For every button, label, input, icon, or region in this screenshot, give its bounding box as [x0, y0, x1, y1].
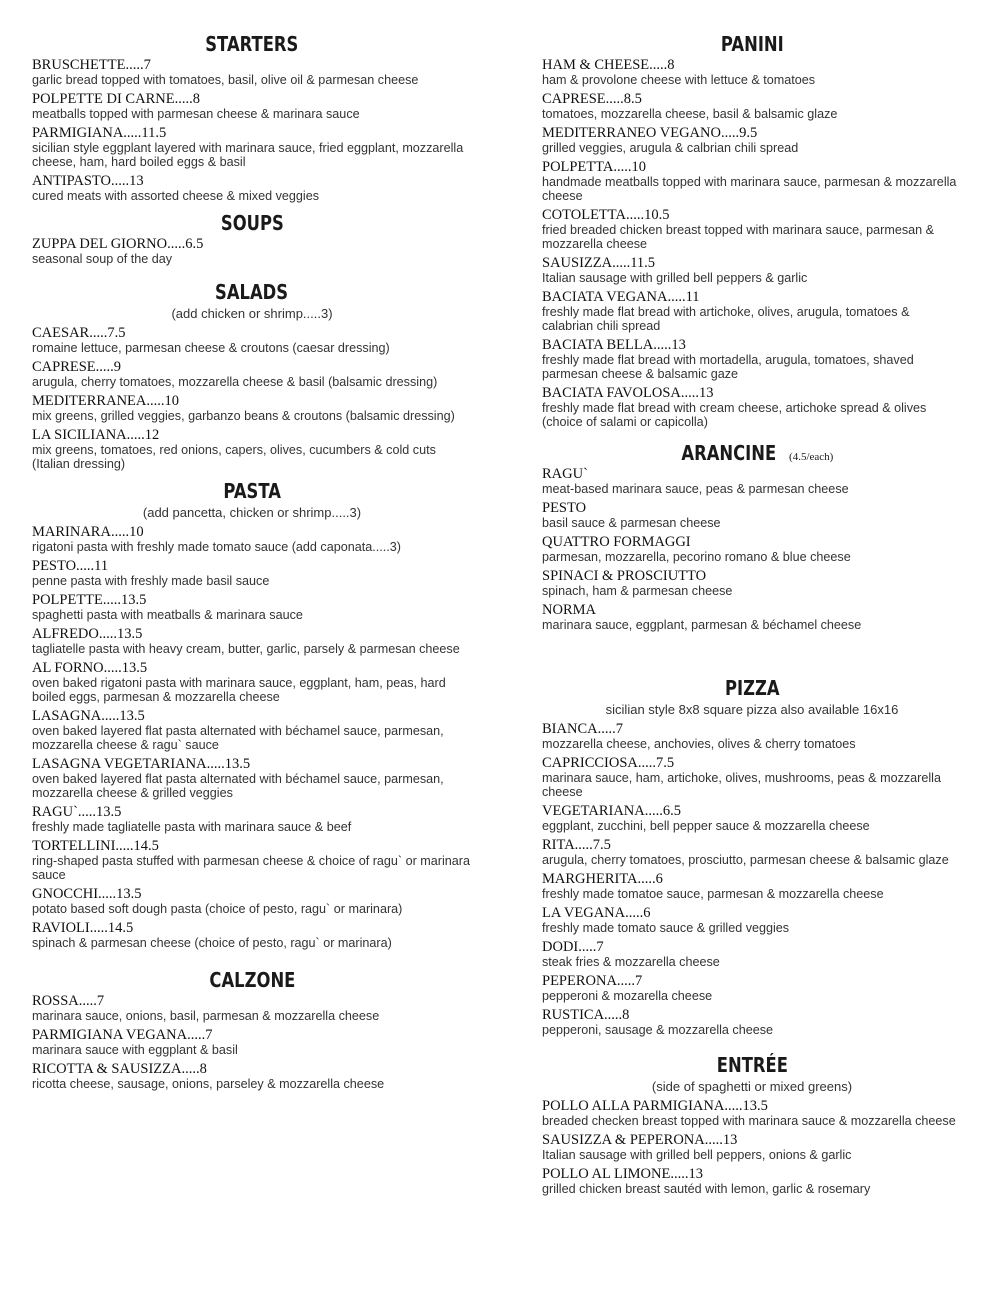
menu-item-name: SAUSIZZA.....11.5 [542, 255, 656, 271]
menu-item-description: penne pasta with freshly made basil sauce [32, 574, 270, 588]
menu-item-description: pepperoni & mozarella cheese [542, 989, 713, 1003]
menu-item [542, 386, 962, 429]
menu-item [542, 160, 962, 203]
menu-item [542, 603, 962, 632]
menu-item-name: AL FORNO.....13.5 [32, 660, 148, 676]
menu-item [542, 208, 962, 251]
menu-item [542, 501, 962, 530]
menu-item-description: handmade meatballs topped with marinara sauce, parmesan & mozzarella cheese [542, 175, 957, 203]
menu-item-description: steak fries & mozzarella cheese [542, 955, 720, 969]
menu-item-name: MARGHERITA.....6 [542, 871, 663, 887]
menu-item-description: spinach, ham & parmesan cheese [542, 584, 733, 598]
section-title-wrap [32, 477, 472, 505]
menu-item-name: GNOCCHI.....13.5 [32, 886, 142, 902]
menu-item-description: mix greens, tomatoes, red onions, capers, olives, cucumbers & cold cuts (Italian dressing) [32, 443, 436, 471]
menu-item-description: Italian sausage with grilled bell peppers, onions & garlic [542, 1148, 852, 1162]
section-title-wrap [32, 278, 472, 306]
menu-item [32, 525, 472, 554]
section-arancine [542, 439, 962, 632]
menu-item-description: arugula, cherry tomatoes, mozzarella cheese & basil (balsamic dressing) [32, 375, 438, 389]
section-title-wrap [542, 1051, 962, 1079]
menu-item-name: ANTIPASTO.....13 [32, 173, 144, 189]
menu-item-name: RUSTICA.....8 [542, 1007, 630, 1023]
menu-item-description: cured meats with assorted cheese & mixed veggies [32, 189, 319, 203]
menu-item-description: parmesan, mozzarella, pecorino romano & blue cheese [542, 550, 851, 564]
menu-item [542, 974, 962, 1003]
menu-item-description: freshly made flat bread with cream cheese, artichoke spread & olives (choice of salami or capicolla) [542, 401, 927, 429]
menu-item-description: tagliatelle pasta with heavy cream, butter, garlic, parsely & parmesan cheese [32, 642, 460, 656]
menu-item-name: DODI.....7 [542, 939, 604, 955]
section-title-wrap [32, 966, 472, 994]
section-title-wrap [32, 30, 472, 58]
menu-item-description: arugula, cherry tomatoes, prosciutto, parmesan cheese & balsamic glaze [542, 853, 949, 867]
menu-item-name: RICOTTA & SAUSIZZA.....8 [32, 1061, 207, 1077]
menu-item [542, 467, 962, 496]
section-calzone [32, 966, 472, 1091]
menu-item [32, 593, 472, 622]
menu-item-name: PEPERONA.....7 [542, 973, 643, 989]
menu-item-description: Italian sausage with grilled bell peppers & garlic [542, 271, 808, 285]
menu-item-name: BACIATA VEGANA.....11 [542, 289, 700, 305]
menu-item [542, 756, 962, 799]
menu-item-description: rigatoni pasta with freshly made tomato sauce (add caponata.....3) [32, 540, 401, 554]
menu-item-name: PESTO [542, 500, 587, 516]
menu-item-name: CAESAR.....7.5 [32, 325, 126, 341]
menu-item-description: freshly made tagliatelle pasta with marinara sauce & beef [32, 820, 352, 834]
menu-item [32, 360, 472, 389]
menu-item [542, 1008, 962, 1037]
menu-item-description: fried breaded chicken breast topped with marinara sauce, parmesan & mozzarella cheese [542, 223, 935, 251]
section-title-wrap [542, 439, 962, 467]
section-title: PIZZA [724, 676, 780, 700]
menu-item [542, 722, 962, 751]
menu-item-name: POLPETTE DI CARNE.....8 [32, 91, 200, 107]
menu-item [32, 757, 472, 800]
menu-item-name: RAVIOLI.....14.5 [32, 920, 134, 936]
menu-item-description: freshly made tomato sauce & grilled veggies [542, 921, 790, 935]
menu-item-name: VEGETARIANA.....6.5 [542, 803, 681, 819]
menu-item-name: POLPETTA.....10 [542, 159, 646, 175]
menu-item-name: CAPRESE.....9 [32, 359, 122, 375]
section-title: SALADS [215, 280, 289, 304]
menu-item-name: HAM & CHEESE.....8 [542, 57, 675, 73]
menu-item [542, 290, 962, 333]
menu-item [542, 58, 962, 87]
section-note: (add pancetta, chicken or shrimp.....3) [142, 505, 362, 520]
section-pasta [32, 477, 472, 950]
menu-item-description: mozzarella cheese, anchovies, olives & cherry tomatoes [542, 737, 856, 751]
section-title-wrap [542, 674, 962, 702]
menu-item [542, 838, 962, 867]
menu-item-name: POLPETTE.....13.5 [32, 592, 147, 608]
menu-item [32, 174, 472, 203]
section-title-note: (4.5/each) [786, 451, 834, 463]
menu-item-description: marinara sauce, onions, basil, parmesan & mozzarella cheese [32, 1009, 380, 1023]
menu-item-name: CAPRICCIOSA.....7.5 [542, 755, 675, 771]
menu-item-description: meat-based marinara sauce, peas & parmesan cheese [542, 482, 849, 496]
menu-item [542, 940, 962, 969]
menu-item [542, 1167, 962, 1196]
menu-item-name: CAPRESE.....8.5 [542, 91, 642, 107]
menu-item-description: marinara sauce, eggplant, parmesan & béchamel cheese [542, 618, 862, 632]
menu-item-name: MEDITERRANEA.....10 [32, 393, 180, 409]
section-title: PASTA [223, 479, 281, 503]
section-entr-e [542, 1051, 962, 1196]
menu-item-name: PESTO.....11 [32, 558, 109, 574]
menu-item-name: BIANCA.....7 [542, 721, 623, 737]
menu-item [542, 338, 962, 381]
menu-item [32, 805, 472, 834]
menu-item-description: pepperoni, sausage & mozzarella cheese [542, 1023, 774, 1037]
menu-item [542, 906, 962, 935]
menu-item-name: LA VEGANA.....6 [542, 905, 651, 921]
section-title: PANINI [720, 32, 784, 56]
menu-item [32, 559, 472, 588]
menu-item [32, 394, 472, 423]
menu-item [542, 569, 962, 598]
menu-item-name: SPINACI & PROSCIUTTO [542, 568, 707, 584]
menu-item-name: BRUSCHETTE.....7 [32, 57, 151, 73]
menu-item-description: freshly made flat bread with mortadella, arugula, tomatoes, shaved parmesan cheese & balsamic gaze [542, 353, 914, 381]
menu-item-name: TORTELLINI.....14.5 [32, 838, 159, 854]
menu-item-name: RAGU` [542, 466, 588, 482]
menu-item [32, 839, 472, 882]
menu-item-description: oven baked layered flat pasta alternated with béchamel sauce, parmesan, mozzarella cheese & grilled veggies [32, 772, 444, 800]
menu-item-description: ricotta cheese, sausage, onions, parseley & mozzarella cheese [32, 1077, 385, 1091]
menu-item [32, 887, 472, 916]
menu-item-description: seasonal soup of the day [32, 252, 173, 266]
menu-item [32, 237, 472, 266]
section-note: sicilian style 8x8 square pizza also available 16x16 [605, 702, 899, 717]
menu-item-description: romaine lettuce, parmesan cheese & croutons (caesar dressing) [32, 341, 390, 355]
menu-item [32, 326, 472, 355]
menu-item-name: SAUSIZZA & PEPERONA.....13 [542, 1132, 738, 1148]
right-column [542, 30, 962, 1202]
menu-item-description: basil sauce & parmesan cheese [542, 516, 721, 530]
menu-item [32, 921, 472, 950]
menu-item-name: BACIATA BELLA.....13 [542, 337, 686, 353]
menu-item-description: breaded checken breast topped with marinara sauce & mozzarella cheese [542, 1114, 956, 1128]
section-note: (side of spaghetti or mixed greens) [651, 1079, 853, 1094]
menu-item-name: MEDITERRANEO VEGANO.....9.5 [542, 125, 758, 141]
menu-item [32, 709, 472, 752]
section-salads [32, 278, 472, 471]
menu-item [542, 126, 962, 155]
left-column [32, 30, 472, 1097]
section-pizza [542, 674, 962, 1037]
menu-item-name: MARINARA.....10 [32, 524, 144, 540]
menu-item-description: potato based soft dough pasta (choice of pesto, ragu` or marinara) [32, 902, 403, 916]
menu-item-name: RITA.....7.5 [542, 837, 611, 853]
menu-item [32, 58, 472, 87]
section-title-wrap [542, 30, 962, 58]
menu-item [32, 126, 472, 169]
section-note: (add chicken or shrimp.....3) [171, 306, 333, 321]
menu-item-name: POLLO AL LIMONE.....13 [542, 1166, 703, 1182]
menu-item [542, 1099, 962, 1128]
menu-item-name: LA SICILIANA.....12 [32, 427, 160, 443]
section-soups [32, 209, 472, 266]
menu-item [542, 872, 962, 901]
menu-item-description: oven baked rigatoni pasta with marinara sauce, eggplant, ham, peas, hard boiled eggs, parmesan & mozzarella cheese [32, 676, 446, 704]
menu-item-name: RAGU`.....13.5 [32, 804, 122, 820]
menu-item [542, 804, 962, 833]
menu-item-name: NORMA [542, 602, 596, 618]
section-title: SOUPS [220, 211, 284, 235]
menu-item-description: eggplant, zucchini, bell pepper sauce & mozzarella cheese [542, 819, 870, 833]
menu-item-description: freshly made tomatoe sauce, parmesan & mozzarella cheese [542, 887, 884, 901]
menu-item [32, 92, 472, 121]
menu-item [542, 256, 962, 285]
menu-item-description: ring-shaped pasta stuffed with parmesan cheese & choice of ragu` or marinara sauce [32, 854, 470, 882]
menu-item-name: POLLO ALLA PARMIGIANA.....13.5 [542, 1098, 768, 1114]
menu-item-description: grilled chicken breast sautéd with lemon, garlic & rosemary [542, 1182, 871, 1196]
menu-item-name: LASAGNA VEGETARIANA.....13.5 [32, 756, 251, 772]
menu-item [32, 1062, 472, 1091]
menu-item-description: mix greens, grilled veggies, garbanzo beans & croutons (balsamic dressing) [32, 409, 455, 423]
menu-item [542, 92, 962, 121]
menu-item-description: sicilian style eggplant layered with marinara sauce, fried eggplant, mozzarella cheese, ham, hard boiled eggs & basil [32, 141, 464, 169]
menu-item-description: marinara sauce, ham, artichoke, olives, mushrooms, peas & mozzarella cheese [542, 771, 941, 799]
menu-item [32, 661, 472, 704]
menu-item-description: oven baked layered flat pasta alternated with béchamel sauce, parmesan, mozzarella cheese & ragu` sauce [32, 724, 444, 752]
section-starters [32, 30, 472, 203]
section-title: CALZONE [209, 968, 295, 992]
menu-item [32, 1028, 472, 1057]
menu-item [32, 994, 472, 1023]
menu-item-name: BACIATA FAVOLOSA.....13 [542, 385, 714, 401]
menu-item-name: PARMIGIANA.....11.5 [32, 125, 167, 141]
menu-item-description: spaghetti pasta with meatballs & marinara sauce [32, 608, 303, 622]
menu-item-description: garlic bread topped with tomatoes, basil, olive oil & parmesan cheese [32, 73, 419, 87]
menu-item-description: tomatoes, mozzarella cheese, basil & balsamic glaze [542, 107, 838, 121]
menu-item-name: PARMIGIANA VEGANA.....7 [32, 1027, 213, 1043]
menu-item-description: meatballs topped with parmesan cheese & marinara sauce [32, 107, 360, 121]
menu-item [32, 428, 472, 471]
menu-item [32, 627, 472, 656]
menu-item-description: marinara sauce with eggplant & basil [32, 1043, 238, 1057]
section-title: ARANCINE [681, 441, 776, 465]
menu-item-description: spinach & parmesan cheese (choice of pesto, ragu` or marinara) [32, 936, 392, 950]
menu-item-name: QUATTRO FORMAGGI [542, 534, 691, 550]
menu-item-name: ALFREDO.....13.5 [32, 626, 143, 642]
menu-item-name: ROSSA.....7 [32, 993, 105, 1009]
menu-item-name: LASAGNA.....13.5 [32, 708, 145, 724]
menu-item [542, 535, 962, 564]
menu-item-description: freshly made flat bread with artichoke, olives, arugula, tomatoes & calabrian chili spread [542, 305, 910, 333]
section-title: STARTERS [205, 32, 299, 56]
menu-item-description: ham & provolone cheese with lettuce & tomatoes [542, 73, 816, 87]
menu-item-name: COTOLETTA.....10.5 [542, 207, 670, 223]
menu-item-name: ZUPPA DEL GIORNO.....6.5 [32, 236, 204, 252]
section-title: ENTRÉE [716, 1053, 788, 1077]
section-title-wrap [32, 209, 472, 237]
section-panini [542, 30, 962, 429]
menu-item [542, 1133, 962, 1162]
menu-item-description: grilled veggies, arugula & calbrian chili spread [542, 141, 799, 155]
